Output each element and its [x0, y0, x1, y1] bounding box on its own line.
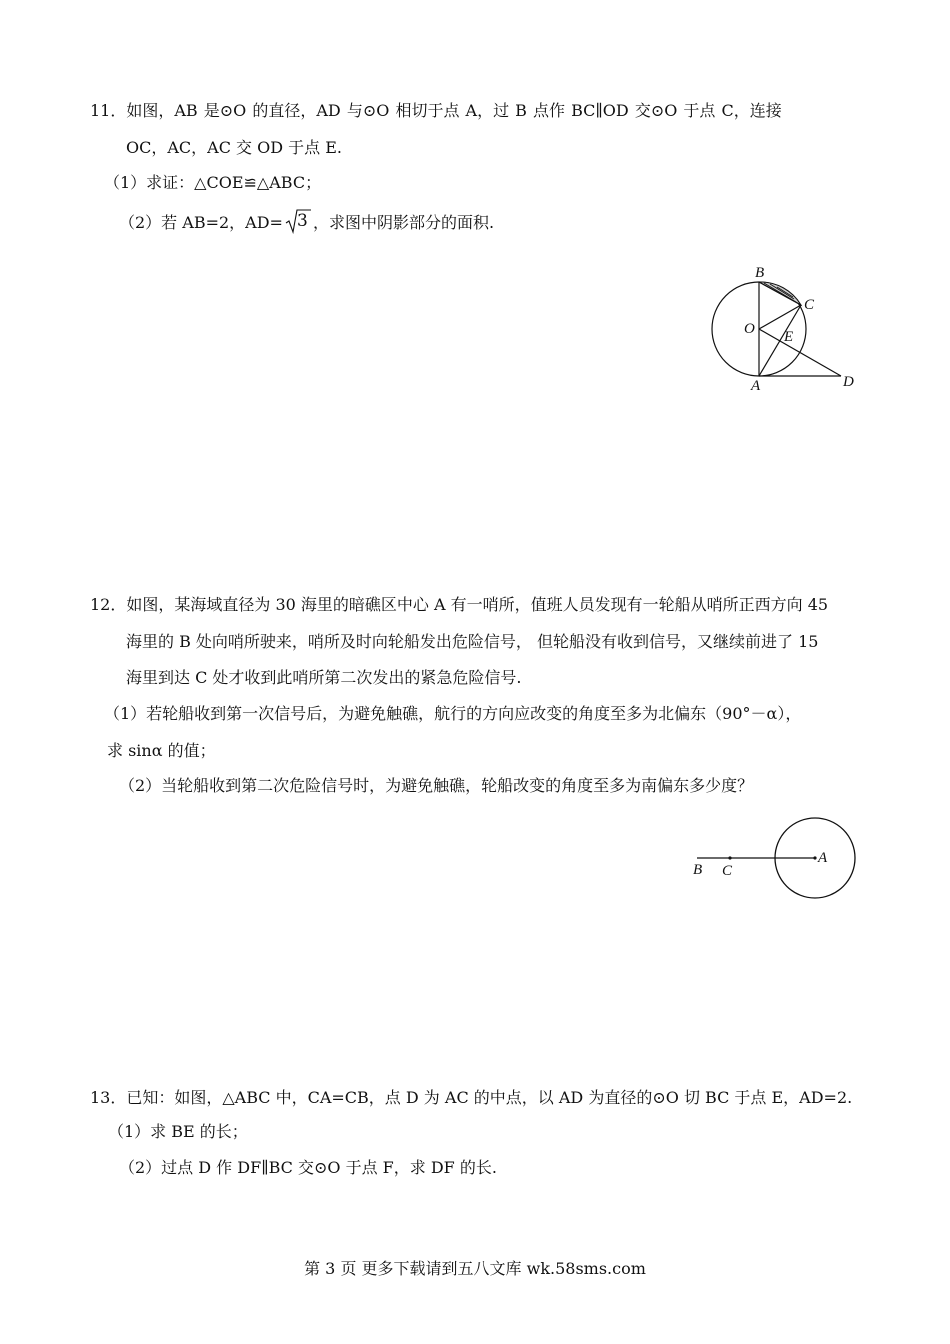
q11-segment-bc [759, 282, 801, 305]
q11-label-o: O [744, 321, 755, 337]
q11-part-2 [119, 208, 494, 234]
q11-line-2: OC，AC，AC 交 OD 于点 E. [126, 138, 343, 157]
q13-part-2: （2）过点 D 作 DF∥BC 交⊙O 于点 F，求 DF 的长. [119, 1158, 497, 1177]
q11-line-1: 11．如图，AB 是⊙O 的直径，AD 与⊙O 相切于点 A，过 B 点作 BC∥OD 交⊙O 于点 C，连接 [90, 101, 782, 120]
q12-line-2: 海里的 B 处向哨所驶来，哨所及时向轮船发出危险信号， 但轮船没有收到信号，又继续前进了 15 [126, 632, 819, 651]
q12-label-c: C [722, 863, 733, 879]
q12-part-2: （2）当轮船收到第二次危险信号时，为避免触礁，轮船改变的角度至多为南偏东多少度？ [119, 776, 754, 795]
q11-segment-od [759, 329, 841, 376]
q13-line-1: 13．已知：如图，△ABC 中，CA=CB，点 D 为 AC 的中点，以 AD 为直径的⊙O 切 BC 于点 E，AD=2. [90, 1088, 853, 1107]
q11-part-2-after: ，求图中阴影部分的面积. [312, 213, 495, 232]
q12-line-1: 12．如图，某海域直径为 30 海里的暗礁区中心 A 有一哨所，值班人员发现有一轮船从哨所正西方向 45 [90, 595, 829, 614]
q11-segment-oc [759, 305, 801, 329]
q12-label-a: A [818, 850, 828, 866]
q11-label-c: C [804, 297, 815, 313]
q12-figure [685, 810, 865, 910]
q12-line-3: 海里到达 C 处才收到此哨所第二次发出的紧急危险信号. [126, 668, 522, 687]
q11-label-a: A [751, 378, 761, 394]
q12-point-c [728, 856, 731, 859]
q12-label-b: B [693, 862, 703, 878]
sqrt-radicand: 3 [296, 211, 308, 231]
q11-label-d: D [843, 374, 854, 390]
q11-figure [700, 262, 870, 397]
q12-part-1a: （1）若轮船收到第一次信号后，为避免触礁，航行的方向应改变的角度至多为北偏东（90°－α）， [104, 704, 802, 723]
q13-part-1: （1）求 BE 的长； [108, 1122, 248, 1141]
q12-part-1b: 求 sinα 的值； [107, 741, 216, 760]
q11-label-b: B [755, 265, 765, 281]
page-footer: 第 3 页 更多下载请到五八文库 wk.58sms.com [304, 1259, 646, 1278]
q11-label-e: E [784, 329, 794, 345]
q11-part-1: （1）求证：△COE≌△ABC； [104, 173, 322, 192]
q12-point-a [813, 856, 816, 859]
q11-part-2-before: （2）若 AB=2，AD= [119, 213, 283, 232]
sqrt-three [285, 208, 311, 234]
